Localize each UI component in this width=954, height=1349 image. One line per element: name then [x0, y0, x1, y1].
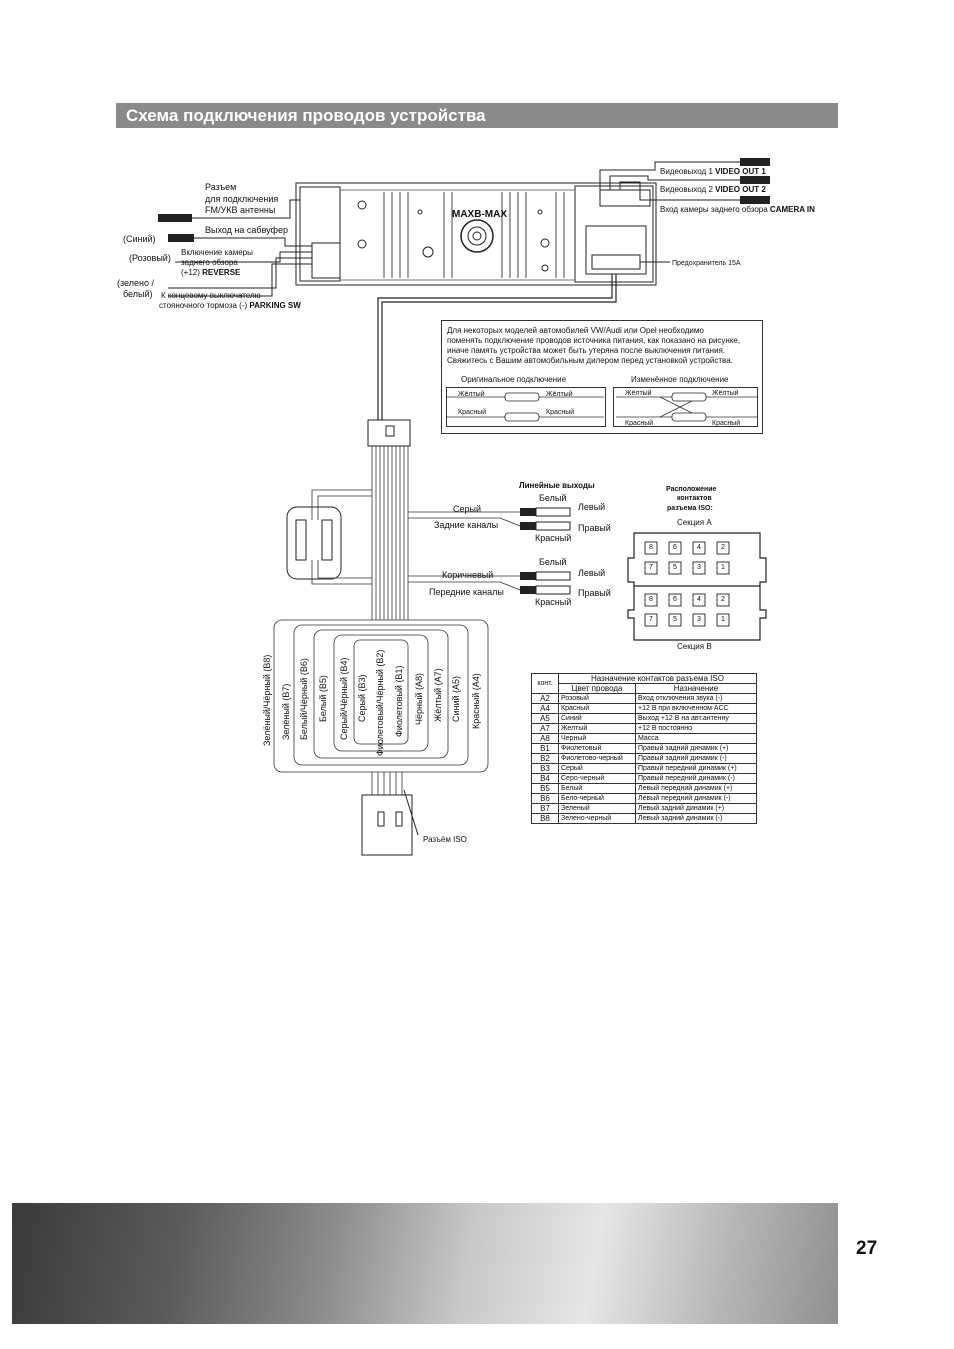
antenna-label-2: для подключения — [205, 194, 279, 204]
parking-label-1: К концевому выключателю — [161, 291, 261, 300]
parking-label-2: стояночного тормоза (-) PARKING SW — [159, 301, 301, 310]
table-cell-contact: B6 — [532, 794, 559, 804]
table-cell-contact: A2 — [532, 694, 559, 704]
table-row — [532, 704, 757, 714]
rear-channels-label: Задние каналы — [434, 520, 499, 530]
subwoofer-label: Выход на сабвуфер — [205, 225, 288, 235]
pin-b6: 6 — [673, 596, 677, 603]
front-right-label: Правый — [578, 588, 611, 598]
table-cell-color: Розовый — [559, 694, 636, 704]
wire-label-a8: Чёрный (A8) — [414, 673, 424, 725]
green-white-label-1: (зелено / — [117, 278, 154, 288]
table-cell-purpose: Левый задний динамик (+) — [636, 804, 757, 814]
table-cell-purpose: Правый задний динамик (-) — [636, 754, 757, 764]
green-white-label-2: белый) — [123, 289, 153, 299]
table-header-color: Цвет провода — [559, 684, 636, 694]
table-row — [532, 754, 757, 764]
orig-red-left: Красный — [458, 409, 487, 416]
note-line-3: иначе память устройства может быть утеряна после выключения питания. — [447, 346, 726, 355]
table-cell-contact: B8 — [532, 814, 559, 824]
table-cell-contact: B7 — [532, 804, 559, 814]
table-header-contact: конт. — [532, 674, 559, 694]
table-cell-purpose: Правый передний динамик (+) — [636, 764, 757, 774]
unit-marking: MAXB-MAX — [452, 209, 507, 220]
table-row — [532, 794, 757, 804]
table-row — [532, 804, 757, 814]
table-cell-purpose: Левый передний динамик (-) — [636, 794, 757, 804]
mod-yellow-right: Жёлтый — [712, 390, 739, 397]
pin-b5: 5 — [673, 616, 677, 623]
pin-a7: 7 — [649, 564, 653, 571]
pin-a4: 4 — [697, 544, 701, 551]
table-cell-color: Серый — [559, 764, 636, 774]
note-line-1: Для некоторых моделей автомобилей VW/Audi или Opel необходимо — [447, 326, 704, 335]
table-row — [532, 764, 757, 774]
iso-layout-title-2: контактов — [677, 495, 712, 502]
wire-label-b8: Зелёный/Чёрный (B8) — [262, 654, 272, 746]
note-box — [441, 320, 763, 434]
front-white-label: Белый — [539, 557, 567, 567]
reverse-label-3: (+12) REVERSE — [181, 268, 241, 277]
table-header-title: Назначение контактов разъема ISO — [559, 674, 757, 684]
pin-a2: 2 — [721, 544, 725, 551]
table-cell-purpose: +12 В постоянно — [636, 724, 757, 734]
table-cell-color: Красный — [559, 704, 636, 714]
wire-label-b2: Фиолетовый/Чёрный (B2) — [375, 649, 385, 756]
orig-yellow-right: Жёлтый — [546, 391, 573, 398]
table-row — [532, 744, 757, 754]
grey-label: Серый — [453, 504, 482, 514]
camera-in-label: Вход камеры заднего обзора CAMERA IN — [660, 205, 815, 214]
rear-red-label: Красный — [535, 533, 572, 543]
table-cell-color: Бело-черный — [559, 794, 636, 804]
rear-white-label: Белый — [539, 493, 567, 503]
iso-pin-table — [531, 673, 757, 824]
table-cell-color: Зеленый — [559, 804, 636, 814]
pin-a1: 1 — [721, 564, 725, 571]
mod-red-left: Красный — [625, 420, 654, 427]
video-out-2-label: Видеовыход 2 VIDEO OUT 2 — [660, 185, 766, 194]
antenna-label-1: Разъем — [205, 182, 237, 192]
table-row — [532, 774, 757, 784]
line-outputs-title: Линейные выходы — [519, 481, 595, 490]
fuse-label: Предохранитель 15А — [672, 260, 741, 267]
table-cell-contact: B3 — [532, 764, 559, 774]
pin-b3: 3 — [697, 616, 701, 623]
table-cell-purpose: Вход отключения звука (-) — [636, 694, 757, 704]
pin-a3: 3 — [697, 564, 701, 571]
table-row — [532, 734, 757, 744]
video-out-1-label: Видеовыход 1 VIDEO OUT 1 — [660, 167, 766, 176]
reverse-label-2: заднего обзора — [181, 258, 238, 267]
pin-a8: 8 — [649, 544, 653, 551]
table-row — [532, 814, 757, 824]
front-left-label: Левый — [578, 568, 606, 578]
original-connection-title: Оригинальное подключение — [461, 375, 567, 384]
wire-label-a7: Жёлтый (A7) — [433, 668, 443, 722]
table-cell-color: Черный — [559, 734, 636, 744]
table-cell-color: Зелено-черный — [559, 814, 636, 824]
table-cell-color: Фиолетовый — [559, 744, 636, 754]
table-row — [532, 724, 757, 734]
pin-b2: 2 — [721, 596, 725, 603]
pin-b4: 4 — [697, 596, 701, 603]
page-number: 27 — [856, 1238, 878, 1259]
table-cell-color: Белый — [559, 784, 636, 794]
table-cell-contact: B5 — [532, 784, 559, 794]
wire-label-b6: Белый/Чёрный (B6) — [299, 658, 309, 740]
page-title: Схема подключения проводов устройства — [126, 106, 486, 125]
blue-label: (Синий) — [123, 234, 156, 244]
section-a-label: Секция А — [677, 518, 712, 527]
footer-banner — [12, 1203, 838, 1324]
table-cell-contact: B2 — [532, 754, 559, 764]
wire-label-b7: Зелёный (B7) — [281, 683, 291, 740]
rear-left-label: Левый — [578, 502, 606, 512]
brown-label: Коричневый — [442, 570, 494, 580]
mod-yellow-left: Жёлтый — [625, 390, 652, 397]
orig-red-right: Красный — [546, 409, 575, 416]
table-cell-contact: A5 — [532, 714, 559, 724]
wire-label-b1: Фиолетовый (B1) — [394, 665, 404, 737]
table-cell-contact: B4 — [532, 774, 559, 784]
pin-a5: 5 — [673, 564, 677, 571]
table-cell-color: Фиолетово-черный — [559, 754, 636, 764]
wire-label-a4: Красный (A4) — [471, 673, 481, 729]
pin-b7: 7 — [649, 616, 653, 623]
pink-label: (Розовый) — [129, 253, 171, 263]
section-b-label: Секция В — [677, 642, 712, 651]
table-cell-purpose: Правый передний динамик (-) — [636, 774, 757, 784]
iso-layout-title-3: разъема ISO: — [667, 505, 713, 512]
modified-connection-title: Изменённое подключение — [631, 375, 729, 384]
front-red-label: Красный — [535, 597, 572, 607]
orig-yellow-left: Жёлтый — [458, 391, 485, 398]
note-line-4: Свяжитесь с Вашим автомобильным дилером перед установкой устройства. — [447, 356, 733, 365]
pin-b1: 1 — [721, 616, 725, 623]
table-cell-contact: A4 — [532, 704, 559, 714]
rear-right-label: Правый — [578, 523, 611, 533]
table-row — [532, 694, 757, 704]
table-cell-purpose: Левый передний динамик (+) — [636, 784, 757, 794]
pin-a6: 6 — [673, 544, 677, 551]
table-cell-contact: A7 — [532, 724, 559, 734]
table-cell-purpose: Выход +12 В на авт.антенну — [636, 714, 757, 724]
table-cell-color: Серо-черный — [559, 774, 636, 784]
table-cell-purpose: +12 В при включенном АСС — [636, 704, 757, 714]
table-cell-purpose: Правый задний динамик (+) — [636, 744, 757, 754]
table-cell-color: Синий — [559, 714, 636, 724]
iso-connector-label: Разъём ISO — [423, 835, 467, 844]
wire-label-a5: Синий (A5) — [451, 675, 461, 722]
iso-layout-title-1: Расположение — [666, 486, 717, 493]
table-cell-contact: B1 — [532, 744, 559, 754]
head-unit-panel — [296, 183, 656, 285]
table-header-purpose: Назначение — [636, 684, 757, 694]
table-row — [532, 714, 757, 724]
antenna-label-3: FM/УКВ антенны — [205, 205, 276, 215]
wire-label-b3: Серый (B3) — [357, 674, 367, 722]
reverse-label-1: Включение камеры — [181, 248, 253, 257]
table-cell-color: Желтый — [559, 724, 636, 734]
table-row — [532, 784, 757, 794]
wire-label-b4: Серый/Чёрный (B4) — [339, 657, 349, 740]
wire-label-b5: Белый (B5) — [318, 675, 328, 722]
pin-b8: 8 — [649, 596, 653, 603]
mod-red-right: Красный — [712, 420, 741, 427]
table-cell-purpose: Масса — [636, 734, 757, 744]
note-line-2: поменять подключение проводов источника питания, как показано на рисунке, — [447, 336, 741, 345]
table-cell-purpose: Левый задний динамик (-) — [636, 814, 757, 824]
table-cell-contact: A8 — [532, 734, 559, 744]
front-channels-label: Передние каналы — [429, 587, 504, 597]
